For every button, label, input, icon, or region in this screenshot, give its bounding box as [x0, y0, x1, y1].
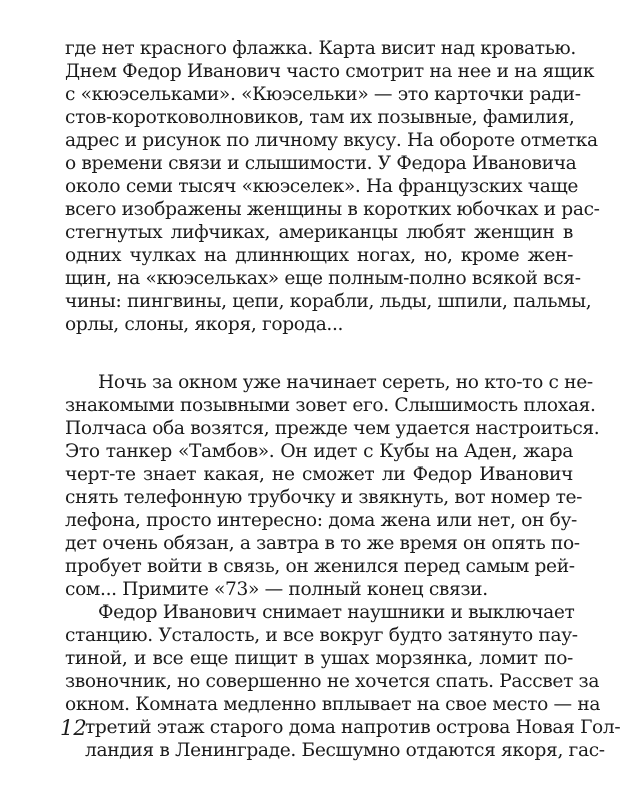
- paragraph-1-line-10: одних чулках на длиннющих ногах, но, кроме жен-: [65, 245, 573, 266]
- paragraph-1-line-11: щин, на «кюэсельках» еще полным-полно всякой вся-: [65, 268, 581, 289]
- paragraph-3-line-4: звоночник, но совершенно не хочется спать. Рассвет за: [65, 671, 600, 692]
- paragraph-2-line-1: Ночь за окном уже начинает сереть, но кто-то с не-: [98, 372, 593, 393]
- paragraph-2-line-4: Это танкер «Тамбов». Он идет с Кубы на Аден, жара: [65, 441, 573, 462]
- paragraph-2-line-3: Полчаса оба возятся, прежде чем удается настроиться.: [65, 418, 600, 439]
- paragraph-2-line-2: знакомыми позывными зовет его. Слышимость плохая.: [65, 395, 596, 416]
- paragraph-1-line-9: стегнутых лифчиках, американцы любят женщин в: [65, 222, 573, 243]
- paragraph-3-line-1: Федор Иванович снимает наушники и выключает: [98, 602, 575, 623]
- paragraph-2-line-10: сом... Примите «73» — полный конец связи.: [65, 579, 488, 600]
- paragraph-1-line-4: стов-коротковолновиков, там их позывные, фамилия,: [65, 107, 575, 128]
- paragraph-1-line-6: о времени связи и слышимости. У Федора Ивановича: [65, 153, 577, 174]
- paragraph-3-line-2: станцию. Усталость, и все вокруг будто затянуто пау-: [65, 625, 578, 646]
- paragraph-1-line-8: всего изображены женщины в коротких юбочках и рас-: [65, 199, 600, 220]
- paragraph-2-line-8: дет очень обязан, а завтра в то же время он опять по-: [65, 533, 580, 554]
- paragraph-1-line-3: с «кюэсельками». «Кюэсельки» — это карточки ради-: [65, 84, 581, 105]
- paragraph-1-line-13: орлы, слоны, якоря, города...: [65, 314, 344, 335]
- paragraph-3-line-3: тиной, и все еще пищит в ушах морзянка, ломит по-: [65, 648, 573, 669]
- page-number: 12: [60, 716, 87, 740]
- paragraph-3-line-6: третий этаж старого дома напротив острова Новая Гол-: [85, 717, 621, 738]
- paragraph-2-line-7: лефона, просто интересно: дома жена или нет, он бу-: [65, 510, 577, 531]
- paragraph-1-line-12: чины: пингвины, цепи, корабли, льды, шпили, пальмы,: [65, 291, 592, 312]
- paragraph-3-line-7: ландия в Ленинграде. Бесшумно отдаются якоря, гас-: [85, 740, 605, 761]
- paragraph-1-line-7: около семи тысяч «кюэселек». На французских чаще: [65, 176, 579, 197]
- paragraph-3-line-5: окном. Комната медленно вплывает на свое место — на: [65, 694, 601, 715]
- paragraph-1-line-5: адрес и рисунок по личному вкусу. На обороте отметка: [65, 130, 598, 151]
- paragraph-1-line-1: где нет красного флажка. Карта висит над кроватью.: [65, 38, 576, 59]
- paragraph-2-line-9: пробует войти в связь, он женился перед самым рей-: [65, 556, 575, 577]
- paragraph-2-line-5: черт-те знает какая, не сможет ли Федор Иванович: [65, 464, 573, 485]
- paragraph-1-line-2: Днем Федор Иванович часто смотрит на нее и на ящик: [65, 61, 595, 82]
- paragraph-2-line-6: снять телефонную трубочку и звякнуть, вот номер те-: [65, 487, 583, 508]
